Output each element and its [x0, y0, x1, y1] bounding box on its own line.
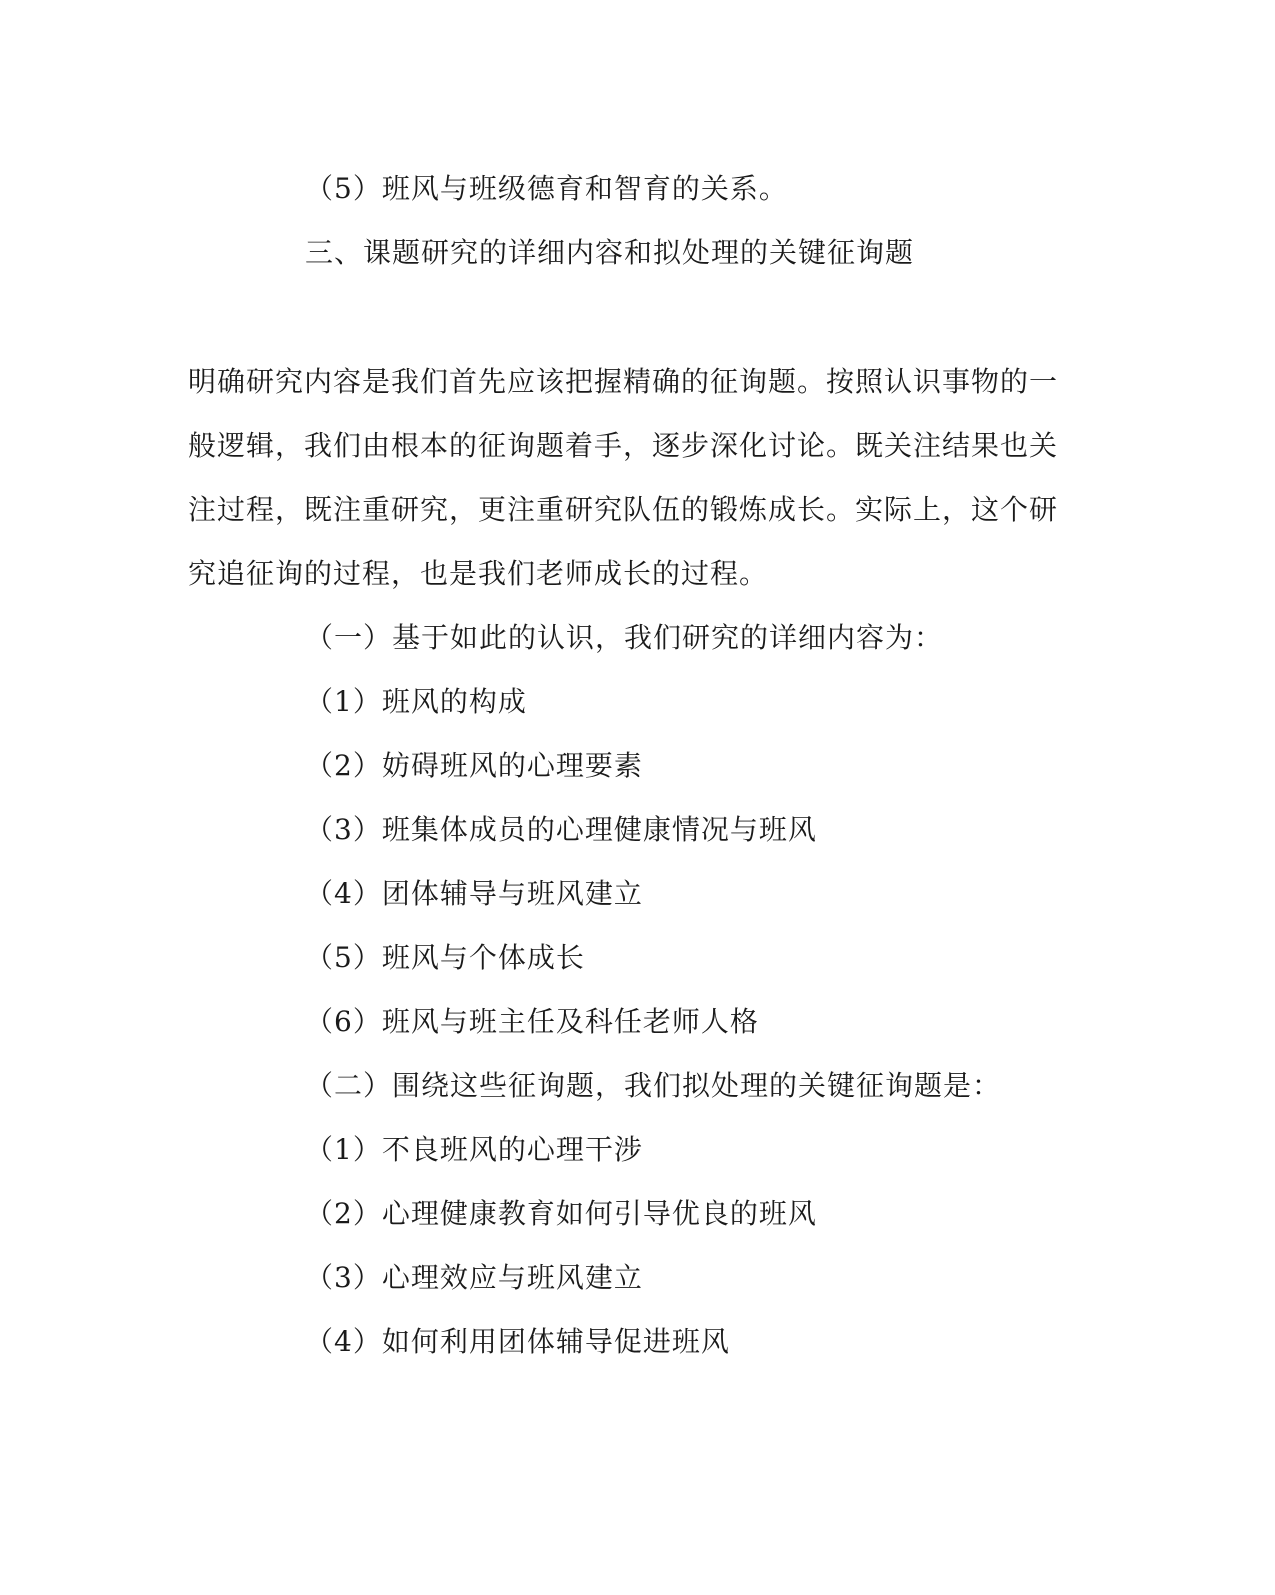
list-item-5-relation: （5）班风与班级德育和智育的关系。	[305, 172, 788, 205]
list-item: （1）班风的构成	[305, 685, 527, 718]
subsection-heading-1: （一）基于如此的认识，我们研究的详细内容为：	[305, 621, 944, 654]
paragraph-line: 注过程，既注重研究，更注重研究队伍的锻炼成长。实际上，这个研	[188, 493, 1059, 526]
list-item: （2）心理健康教育如何引导优良的班风	[305, 1197, 817, 1230]
paragraph-line: 般逻辑，我们由根本的征询题着手，逐步深化讨论。既关注结果也关	[188, 429, 1059, 462]
list-item: （3）心理效应与班风建立	[305, 1261, 643, 1294]
section-heading: 三、课题研究的详细内容和拟处理的关键征询题	[305, 236, 915, 269]
paragraph-line: 究追征询的过程，也是我们老师成长的过程。	[188, 557, 769, 590]
list-item: （1）不良班风的心理干涉	[305, 1133, 643, 1166]
subsection-heading-2: （二）围绕这些征询题，我们拟处理的关键征询题是：	[305, 1069, 1002, 1102]
list-item: （3）班集体成员的心理健康情况与班风	[305, 813, 817, 846]
paragraph-line: 明确研究内容是我们首先应该把握精确的征询题。按照认识事物的一	[188, 365, 1059, 398]
list-item: （4）如何利用团体辅导促进班风	[305, 1325, 730, 1358]
list-item: （5）班风与个体成长	[305, 941, 585, 974]
list-item: （6）班风与班主任及科任老师人格	[305, 1005, 759, 1038]
list-item: （2）妨碍班风的心理要素	[305, 749, 643, 782]
list-item: （4）团体辅导与班风建立	[305, 877, 643, 910]
